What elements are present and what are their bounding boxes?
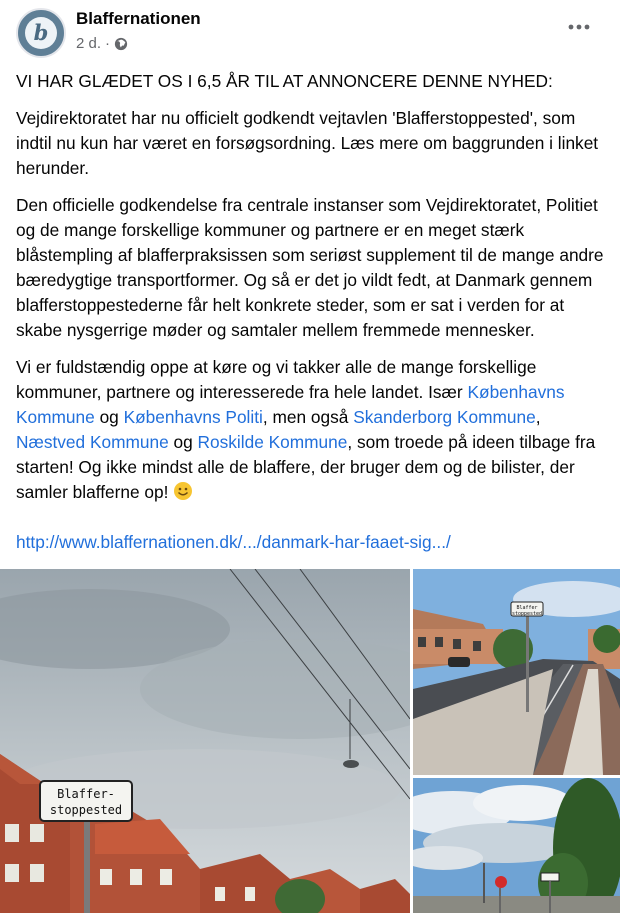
small-sign-line2: stoppested <box>511 611 543 617</box>
sign-text-line2: stoppested <box>49 803 123 817</box>
text-segment: og <box>168 432 198 452</box>
meta-separator: · <box>105 35 111 52</box>
text-segment: og <box>94 407 124 427</box>
photo-large-image <box>0 569 410 913</box>
smile-emoji-icon <box>173 481 193 501</box>
post-paragraph-1: Vejdirektoratet har nu officielt godkendt vejtavlen 'Blafferstoppested', som indtil nu kun har været en forsøgsordning. Læs mere om baggrunden i linket herunder. <box>16 108 599 178</box>
post-paragraph-3 <box>16 355 608 505</box>
link-koebenhavns-politi[interactable]: Københavns Politi <box>123 407 263 427</box>
photo-bottom-right-image <box>413 778 620 913</box>
more-options-icon[interactable] <box>566 14 592 40</box>
post-timestamp[interactable]: 2 d. <box>76 35 102 52</box>
photo-top-right[interactable] <box>413 569 620 775</box>
avatar-logo: b <box>25 17 57 49</box>
link-roskilde-kommune[interactable]: Roskilde Kommune <box>197 432 348 452</box>
page-avatar[interactable] <box>16 8 66 58</box>
small-sign-line1: Blaffer <box>516 605 538 611</box>
link-naestved-kommune[interactable]: Næstved Kommune <box>16 432 169 452</box>
sign-text-line1: Blaffer- <box>57 787 115 801</box>
post-url-link[interactable] <box>16 530 451 555</box>
photo-bottom-right[interactable] <box>413 778 620 913</box>
text-segment: Vi er fuldstændig oppe at køre og vi takker alle de mange forskellige kommuner, partnere og interesserede fra hele landet. Især <box>16 357 537 402</box>
photo-top-right-image <box>413 569 620 775</box>
globe-icon <box>114 37 128 51</box>
text-segment: , <box>535 407 541 427</box>
page-name-link[interactable]: Blaffernationen <box>76 9 201 28</box>
photo-grid <box>0 569 620 913</box>
text-segment: , som troede på ideen tilbage fra starten! Og ikke mindst alle de blaffere, der bruger dem og de bilister, der samler blafferne op! <box>16 432 596 502</box>
post-headline: VI HAR GLÆDET OS I 6,5 ÅR TIL AT ANNONCERE DENNE NYHED: <box>16 71 553 91</box>
text-segment: , men også <box>262 407 354 427</box>
post-meta <box>76 35 128 52</box>
photo-large[interactable] <box>0 569 410 913</box>
link-koebenhavns-kommune[interactable]: Københavns Kommune <box>16 382 565 427</box>
url-text[interactable]: http://www.blaffernationen.dk/.../danmark-har-faaet-sig.../ <box>16 532 451 552</box>
post-header <box>0 0 620 64</box>
link-skanderborg-kommune[interactable]: Skanderborg Kommune <box>353 407 536 427</box>
post-body <box>16 69 608 517</box>
post-paragraph-2: Den officielle godkendelse fra centrale instanser som Vejdirektoratet, Politiet og de mange forskellige kommuner og partnere er en meget stærk blåstempling af blafferpraksissen som seriøst supplement til de mange andre bæredygtige transportformer. Og så er det jo vildt fedt, at Danmark gennem blafferstoppestederne får helt konkrete steder, som er sat i verden for at skabe nysgerrige møder og samtaler mellem fremmede mennesker. <box>16 195 604 340</box>
